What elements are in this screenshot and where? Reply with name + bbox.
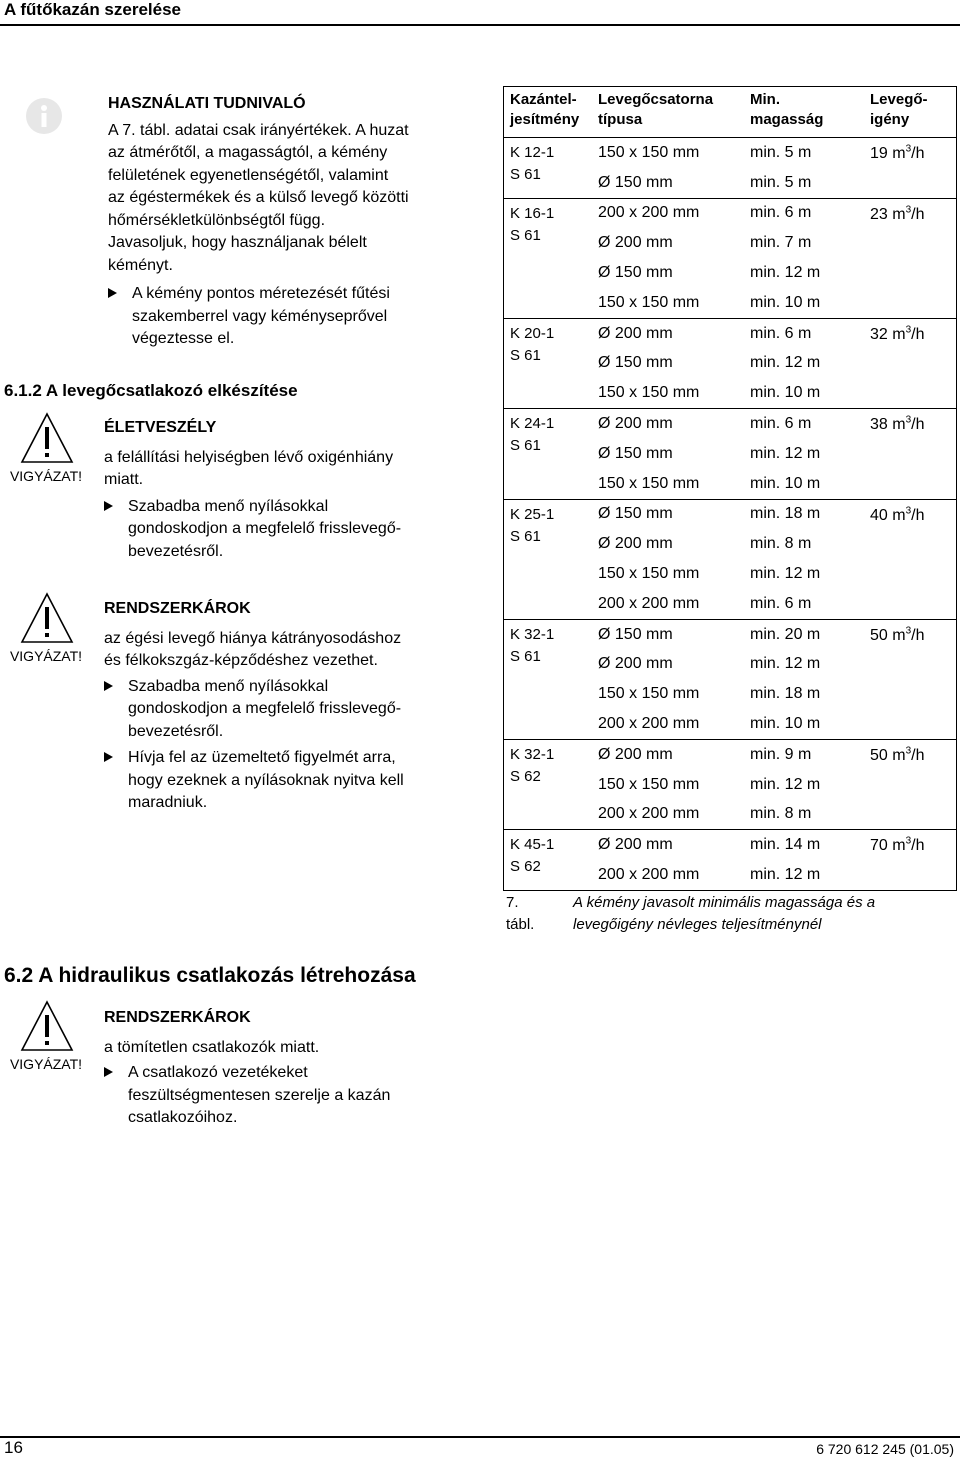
warning-3-content [104,1007,484,1130]
table-row [592,860,864,890]
min-height-cell: min. 12 m [750,444,821,462]
text-line: bevezetésről. [128,722,224,740]
table-row [592,138,864,168]
min-height-cell: min. 5 m [750,173,812,191]
model-line: S 61 [510,527,541,545]
table-row [592,770,864,800]
model-line: S 62 [510,858,541,876]
min-height-cell: min. 6 m [750,204,812,222]
table-row-group [504,740,956,830]
min-height-cell: min. 8 m [750,535,812,553]
header-line: Min. [750,91,780,108]
text-line: felületének egyenetlenségétől, valamint [108,166,389,184]
header-line: Levegőcsatorna [598,91,714,108]
flue-type-cell: Ø 200 mm [598,324,673,342]
superscript: 3 [905,324,912,336]
text-line: gondoskodjon a megfelelő frisslevegő- [128,520,402,537]
notice-body [108,120,488,278]
info-icon [26,98,62,134]
min-height-cell: min. 12 m [750,354,821,372]
min-height-cell: min. 12 m [750,655,821,673]
table-row [592,559,864,589]
model-line: K 20-1 [510,324,555,342]
warning-2-bullet-1-text [128,676,484,744]
flue-rows [592,740,864,829]
text-line: a felállítási helyiségben lévő oxigénhiány [104,448,394,466]
notice-bullet [108,283,488,351]
superscript: 3 [905,505,912,517]
boiler-model-cell [504,138,592,198]
header-line: jesítmény [510,111,580,128]
model-line: K 45-1 [510,836,555,854]
superscript: 3 [905,414,912,426]
table-row-group [504,199,956,319]
air-demand-value: 19 $m^3/h$ [870,143,925,162]
model-line: S 61 [510,346,541,364]
table-row [592,288,864,318]
warning-2-bullet-1 [104,676,484,744]
warning-1-bullet [104,496,484,564]
superscript: 3 [905,836,912,847]
model-line: K 25-1 [510,505,555,523]
flue-type-cell: 150 x 150 mm [598,775,700,793]
text-line: maradniuk. [128,794,208,811]
warning-1-bullet-text [128,496,484,564]
table-header-cell [504,87,592,137]
min-height-cell: min. 10 m [750,293,821,311]
flue-type-cell: Ø 200 mm [598,535,673,553]
arrow-bullet-icon [104,752,113,762]
air-demand-value: 32 $m^3/h$ [870,324,925,343]
text-line: az átmérőtől, a magasságtól, a kémény [108,144,388,161]
flue-rows [592,620,864,739]
warning-triangle-icon [20,412,74,464]
chimney-table [503,86,957,891]
table-header-cell [864,87,956,137]
table-row [592,228,864,258]
caption-text: A kémény javasolt minimális magassága és a levegőigény névleges teljesítménynél [573,894,876,933]
model-line: K 24-1 [510,415,555,433]
air-demand-cell [864,199,956,318]
flue-type-cell: Ø 200 mm [598,234,673,252]
flue-type-cell: Ø 200 mm [598,655,673,673]
document-number: 6 720 612 245 (01.05) [816,1441,954,1457]
text-line: A csatlakozó vezetékeket [128,1064,308,1081]
warning-block-1 [6,412,86,492]
table-row-group [504,620,956,740]
flue-type-cell: Ø 200 mm [598,836,673,854]
min-height-cell: min. 12 m [750,565,821,583]
air-demand-cell [864,830,956,890]
boiler-model-cell [504,319,592,408]
boiler-model-cell [504,500,592,619]
warning-3-text [104,1037,484,1060]
flue-rows [592,199,864,318]
warning-2-bullet-2 [104,747,484,815]
model-line: S 61 [510,226,541,244]
table-row-group [504,500,956,620]
flue-type-cell: 150 x 150 mm [598,565,700,583]
flue-type-cell: 200 x 200 mm [598,805,700,823]
table-row-group [504,138,956,199]
text-line: szakemberrel vagy kéményseprővel [132,307,388,325]
model-line: K 12-1 [510,144,555,161]
table-row-group [504,830,956,890]
flue-type-cell: Ø 150 mm [598,354,673,372]
table-row [592,709,864,739]
text-line: hogy ezeknek a nyílásoknak nyitva kell [128,771,404,789]
text-line: bevezetésről. [128,542,224,560]
info-notice [108,93,488,351]
header-line: Levegő- [870,91,928,108]
warning-label: VIGYÁZAT! [9,1056,83,1072]
table-header-cell [744,87,864,137]
min-height-cell: min. 9 m [750,745,812,763]
warning-2-text [104,628,484,673]
boiler-model-cell [504,199,592,318]
table-row [592,319,864,349]
warning-1-title: ÉLETVESZÉLY [104,419,217,436]
flue-type-cell: 150 x 150 mm [598,143,700,161]
flue-rows [592,138,864,198]
text-line: hőmérsékletkülönbségtől függ. [108,211,326,229]
min-height-cell: min. 10 m [750,715,821,733]
text-line: Szabadba menő nyílásokkal [128,497,329,515]
min-height-cell: min. 7 m [750,234,812,252]
table-row [592,650,864,680]
table-row [592,409,864,439]
air-demand-cell [864,409,956,498]
text-line: miatt. [104,471,144,488]
superscript: 3 [905,745,912,757]
air-demand-cell [864,500,956,619]
arrow-bullet-icon [108,288,117,298]
flue-type-cell: Ø 200 mm [598,745,673,763]
flue-type-cell: 150 x 150 mm [598,293,700,311]
superscript: 3 [905,625,912,637]
warning-3-bullet-text [128,1062,484,1130]
text-line: végeztesse el. [132,330,235,347]
table-row [592,258,864,288]
table-row [592,740,864,770]
info-glyph [26,98,62,134]
superscript: 3 [905,143,912,155]
warning-2-title: RENDSZERKÁROK [104,600,251,617]
air-demand-cell [864,620,956,739]
table-row [592,800,864,830]
page-number: 16 [4,1438,23,1457]
table-row-group [504,319,956,409]
superscript: 3 [905,204,912,216]
flue-type-cell: Ø 150 mm [598,173,673,191]
header-line: típusa [598,111,643,128]
min-height-cell: min. 14 m [750,836,821,854]
table-row [592,589,864,619]
text-line: a tömítetlen csatlakozók miatt. [104,1038,320,1056]
table-row [592,439,864,469]
flue-type-cell: 200 x 200 mm [598,715,700,733]
table-row [592,378,864,408]
model-line: K 32-1 [510,745,555,763]
air-demand-cell [864,740,956,829]
table-row-group [504,409,956,499]
text-line: gondoskodjon a megfelelő frisslevegő- [128,700,402,717]
text-line: Hívja fel az üzemeltető figyelmét arra, [128,749,396,766]
min-height-cell: min. 8 m [750,805,812,823]
text-line: az égési levegő hiánya kátrányosodáshoz [104,629,402,647]
warning-2-content [104,598,484,815]
min-height-cell: min. 18 m [750,505,821,523]
warning-1-content [104,417,484,563]
text-line: Javasoljuk, hogy használjanak bélelt [108,234,367,251]
table-body [504,138,956,890]
section-heading-6-1-2: 6.1.2 A levegőcsatlakozó elkészítése [4,381,298,400]
header-rule [0,24,960,26]
text-line: kéményt. [108,256,173,274]
model-line: S 61 [510,437,541,455]
air-demand-value: 70 $m^3/h$ [870,836,925,855]
air-demand-value: 50 $m^3/h$ [870,745,925,764]
table-header [504,87,956,138]
air-demand-value: 50 $m^3/h$ [870,625,925,644]
running-header: A fűtőkazán szerelése [4,0,181,19]
min-height-cell: min. 18 m [750,685,821,703]
min-height-cell: min. 20 m [750,625,821,643]
model-line: S 61 [510,647,541,665]
flue-type-cell: 200 x 200 mm [598,594,700,612]
text-line: Szabadba menő nyílásokkal [128,677,329,695]
table-row [592,168,864,198]
table-row [592,500,864,530]
boiler-model-cell [504,740,592,829]
model-line: K 16-1 [510,204,555,222]
header-line: igény [870,111,910,128]
text-line: csatlakozóihoz. [128,1109,238,1126]
warning-2-bullet-2-text [128,747,484,815]
min-height-cell: min. 6 m [750,324,812,342]
min-height-cell: min. 5 m [750,143,812,161]
flue-type-cell: 150 x 150 mm [598,384,700,402]
notice-bullet-text [132,283,488,351]
air-demand-value: 40 $m^3/h$ [870,505,925,524]
table-row [592,679,864,709]
warning-3-bullet [104,1062,484,1130]
arrow-bullet-icon [104,501,113,511]
table-row [592,620,864,650]
text-line: feszültségmentesen szerelje a kazán [128,1086,391,1104]
table-row [592,199,864,229]
text-line: A kémény pontos méretezését fűtési [132,285,390,302]
table-row [592,830,864,860]
flue-type-cell: 200 x 200 mm [598,204,700,222]
warning-triangle-icon [20,1000,74,1052]
table-row [592,349,864,379]
model-line: K 32-1 [510,625,555,643]
warning-label: VIGYÁZAT! [9,468,83,484]
min-height-cell: min. 12 m [750,866,821,884]
min-height-cell: min. 10 m [750,384,821,402]
arrow-bullet-icon [104,1067,113,1077]
model-line: S 62 [510,767,541,785]
text-line: az égéstermékek és a külső levegő közötti [108,189,409,206]
flue-type-cell: 150 x 150 mm [598,474,700,492]
warning-label: VIGYÁZAT! [9,648,83,664]
header-line: Kazántel- [510,91,577,108]
boiler-model-cell [504,620,592,739]
warning-block-2 [6,592,86,672]
flue-rows [592,409,864,498]
caption-number: 7. tábl. [506,894,535,933]
flue-rows [592,500,864,619]
boiler-model-cell [504,830,592,890]
flue-type-cell: Ø 150 mm [598,264,673,282]
min-height-cell: min. 12 m [750,264,821,282]
flue-type-cell: Ø 150 mm [598,625,673,643]
arrow-bullet-icon [104,681,113,691]
section-heading-6-2: 6.2 A hidraulikus csatlakozás létrehozása [4,964,416,987]
min-height-cell: min. 10 m [750,474,821,492]
model-line: S 61 [510,166,541,183]
air-demand-value: 38 $m^3/h$ [870,414,925,434]
min-height-cell: min. 6 m [750,415,812,433]
text-line: és félkokszgáz-képződéshez vezethet. [104,652,378,669]
flue-type-cell: 200 x 200 mm [598,866,700,884]
header-line: magasság [750,111,824,128]
air-demand-cell [864,138,956,198]
min-height-cell: min. 12 m [750,775,821,793]
table-row [592,469,864,499]
table-header-cell [592,87,744,137]
warning-1-text [104,447,484,492]
boiler-model-cell [504,409,592,498]
min-height-cell: min. 6 m [750,594,812,612]
air-demand-cell [864,319,956,408]
flue-type-cell: Ø 150 mm [598,505,673,523]
air-demand-value: 23 $m^3/h$ [870,204,925,223]
footer-rule [0,1436,960,1438]
text-line: A 7. tábl. adatai csak irányértékek. A huzat [108,121,409,139]
flue-type-cell: 150 x 150 mm [598,685,700,703]
flue-type-cell: Ø 200 mm [598,415,673,433]
table-row [592,529,864,559]
warning-triangle-icon [20,592,74,644]
flue-type-cell: Ø 150 mm [598,444,673,462]
warning-block-3 [6,1000,86,1080]
warning-3-title: RENDSZERKÁROK [104,1009,251,1026]
flue-rows [592,830,864,890]
flue-rows [592,319,864,408]
notice-title: HASZNÁLATI TUDNIVALÓ [108,95,306,112]
